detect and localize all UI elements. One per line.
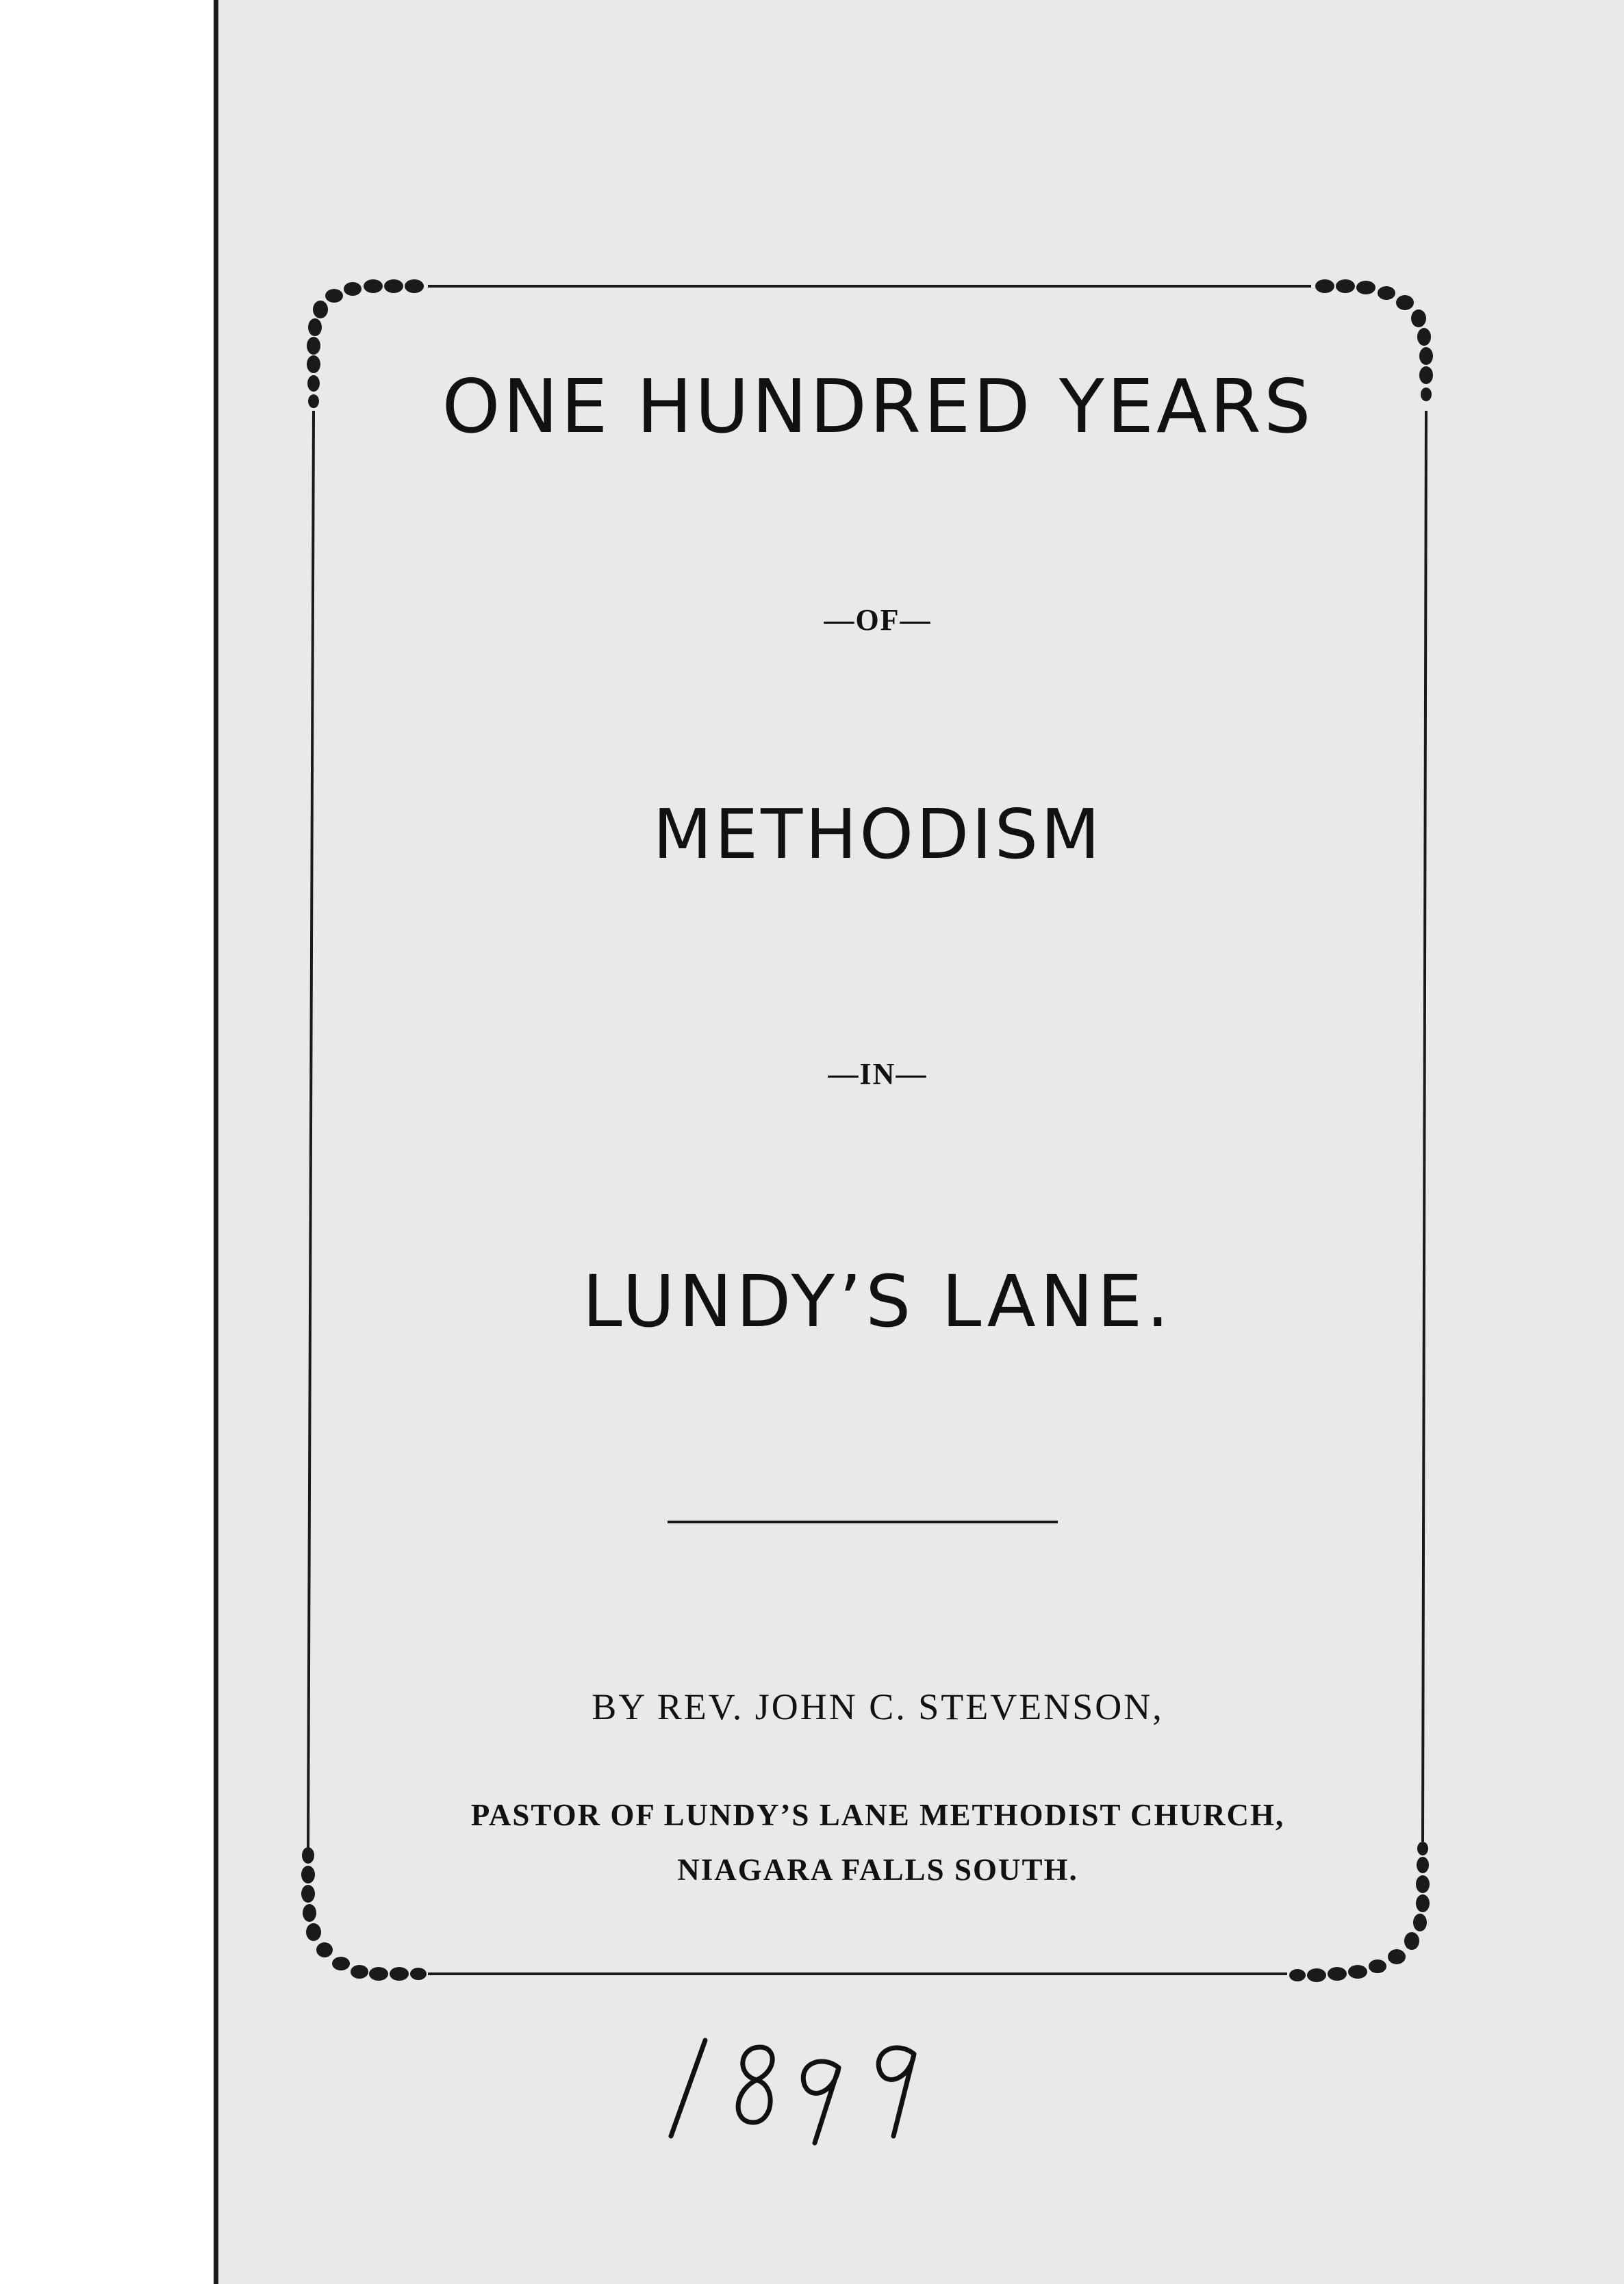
title-connector-in: —IN— bbox=[828, 1057, 928, 1091]
author-affiliation-church: PASTOR OF LUNDY’S LANE METHODIST CHURCH, bbox=[470, 1798, 1285, 1832]
title-connector-of: —OF— bbox=[824, 603, 932, 637]
handwritten-year-annotation bbox=[657, 2027, 945, 2150]
title-line-one-hundred-years: ONE HUNDRED YEARS bbox=[442, 364, 1314, 450]
title-divider-rule bbox=[668, 1521, 1058, 1523]
title-line-methodism: METHODISM bbox=[652, 794, 1103, 874]
title-line-lundys-lane: LUNDY’S LANE. bbox=[582, 1260, 1173, 1343]
author-affiliation-location: NIAGARA FALLS SOUTH. bbox=[677, 1853, 1078, 1887]
author-byline: BY REV. JOHN C. STEVENSON, bbox=[592, 1686, 1164, 1727]
